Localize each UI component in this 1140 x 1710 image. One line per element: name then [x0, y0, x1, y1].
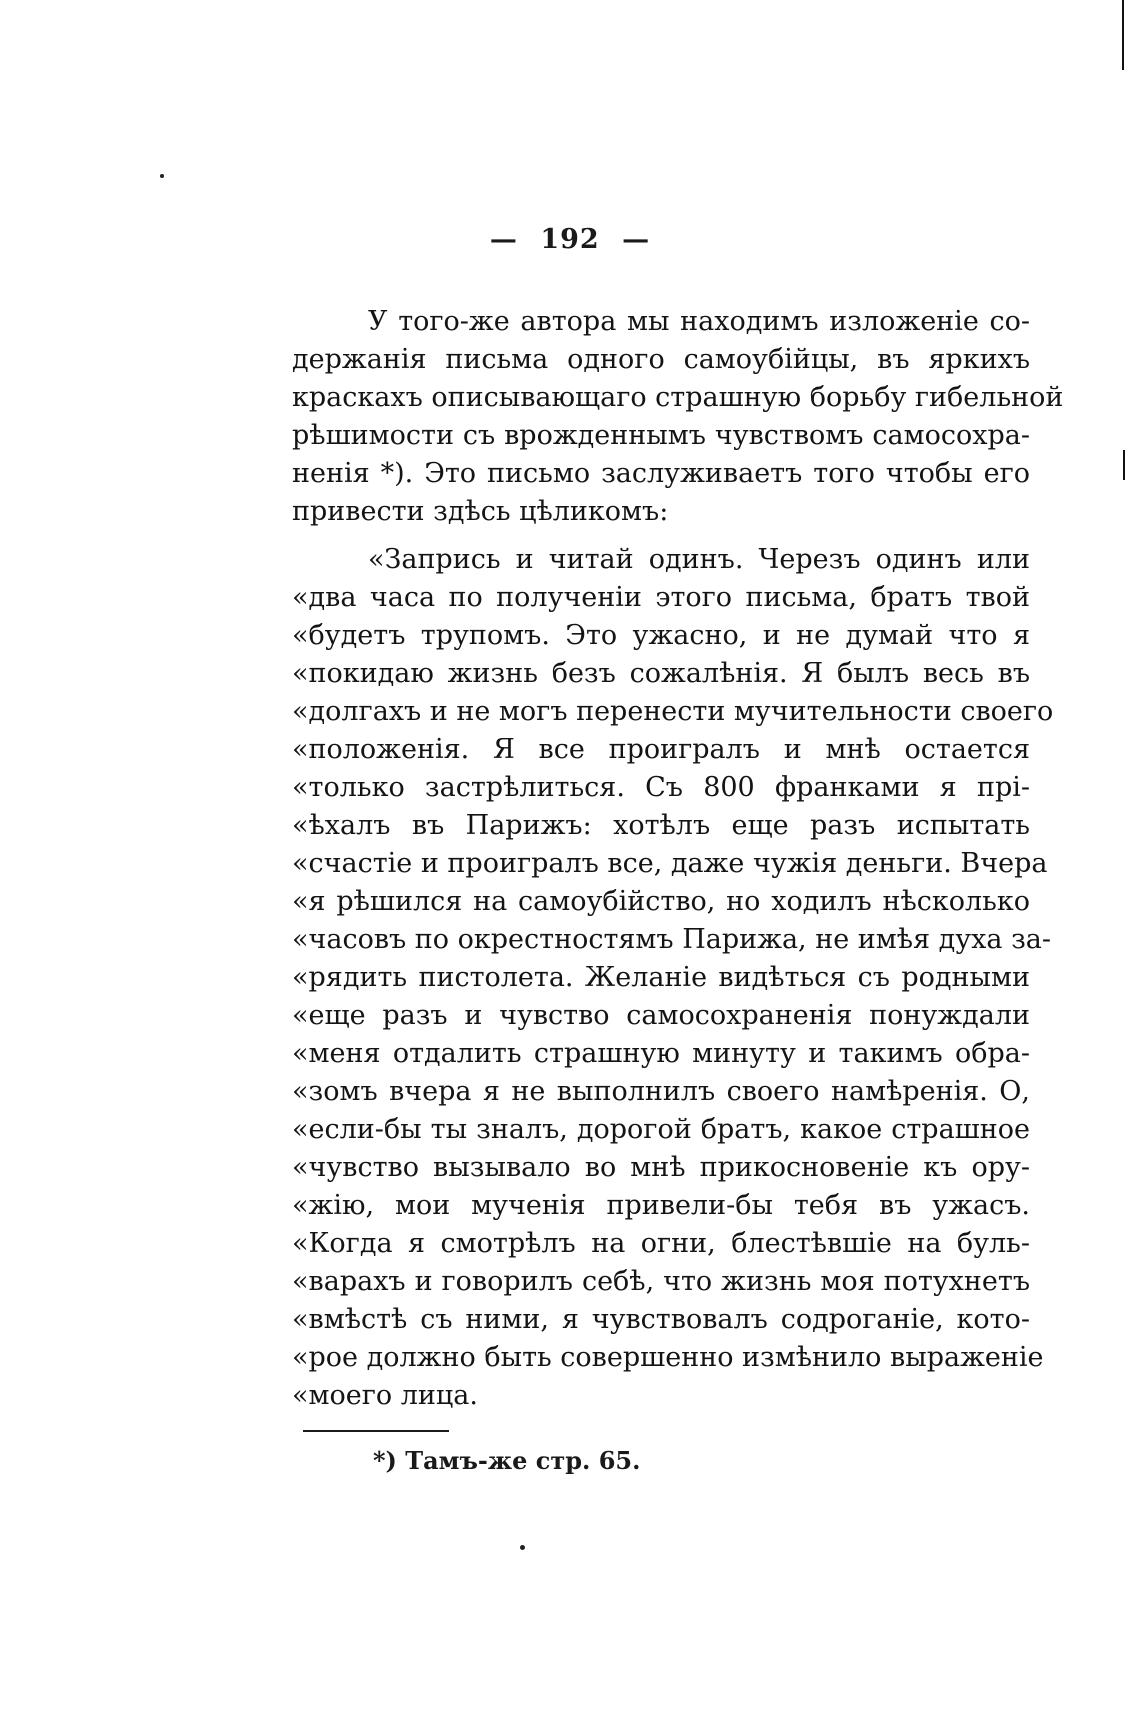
scan-edge-line — [1122, 0, 1124, 70]
text-line: «будетъ трупомъ. Это ужасно, и не думай что я — [292, 620, 1030, 651]
scan-edge-line — [1123, 450, 1125, 480]
text-line: «часовъ по окрестностямъ Парижа, не имѣя духа за- — [292, 924, 1052, 955]
text-line: «ѣхалъ въ Парижъ: хотѣлъ еще разъ испытать — [292, 810, 1030, 841]
text-line: «только застрѣлиться. Съ 800 франками я прі- — [292, 772, 1030, 803]
text-line: «рое должно быть совершенно измѣнило выраженіе — [292, 1342, 1044, 1373]
text-line: «счастіе и проигралъ все, даже чужія деньги. Вчера — [292, 848, 1048, 879]
text-line: «Запрись и читай одинъ. Черезъ одинъ или — [368, 544, 1030, 575]
text-line: «еще разъ и чувство самосохраненія понуждали — [292, 1000, 1030, 1031]
text-line: ненія *). Это письмо заслуживаетъ того чтобы его — [292, 458, 1030, 489]
page-number: 192 — [540, 224, 600, 255]
text-line: «я рѣшился на самоубійство, но ходилъ нѣсколько — [292, 886, 1030, 917]
text-line: «долгахъ и не могъ перенести мучительности своего — [292, 696, 1054, 727]
text-line: «покидаю жизнь безъ сожалѣнія. Я былъ весь въ — [292, 658, 1030, 689]
text-line: «жію, мои мученія привели-бы тебя въ ужасъ. — [292, 1190, 1030, 1221]
text-line: «варахъ и говорилъ себѣ, что жизнь моя потухнетъ — [292, 1266, 1030, 1297]
scan-speck — [520, 1545, 525, 1550]
text-line: рѣшимости съ врожденнымъ чувствомъ самосохра- — [292, 420, 1030, 451]
page-header — [0, 224, 1140, 255]
text-line: «меня отдалить страшную минуту и такимъ обра- — [292, 1038, 1030, 1069]
text-line: «моего лица. — [292, 1380, 478, 1411]
header-dash-right: — — [622, 224, 651, 255]
header-dash-left: — — [489, 224, 518, 255]
scan-speck — [160, 174, 164, 178]
text-line: «вмѣстѣ съ ними, я чувствовалъ содроганіе, кото- — [292, 1304, 1030, 1335]
text-line: У того-же автора мы находимъ изложеніе со- — [368, 306, 1030, 337]
text-line: «если-бы ты зналъ, дорогой братъ, какое страшное — [292, 1114, 1030, 1145]
text-line: «чувство вызывало во мнѣ прикосновеніе къ ору- — [292, 1152, 1030, 1183]
text-line: «зомъ вчера я не выполнилъ своего намѣренія. О, — [292, 1076, 1030, 1107]
footnote-rule — [303, 1430, 449, 1432]
text-line: «рядить пистолета. Желаніе видѣться съ родными — [292, 962, 1030, 993]
text-line: «два часа по полученіи этого письма, братъ твой — [292, 582, 1030, 613]
text-line: «Когда я смотрѣлъ на огни, блестѣвшіе на буль- — [292, 1228, 1030, 1259]
text-line: «положенія. Я все проигралъ и мнѣ остается — [292, 734, 1030, 765]
text-line: привести здѣсь цѣликомъ: — [292, 496, 669, 527]
footnote: *) Тамъ-же стр. 65. — [373, 1446, 641, 1475]
text-line: держанія письма одного самоубійцы, въ яркихъ — [292, 344, 1030, 375]
text-line: краскахъ описывающаго страшную борьбу гибельной — [292, 382, 1064, 413]
